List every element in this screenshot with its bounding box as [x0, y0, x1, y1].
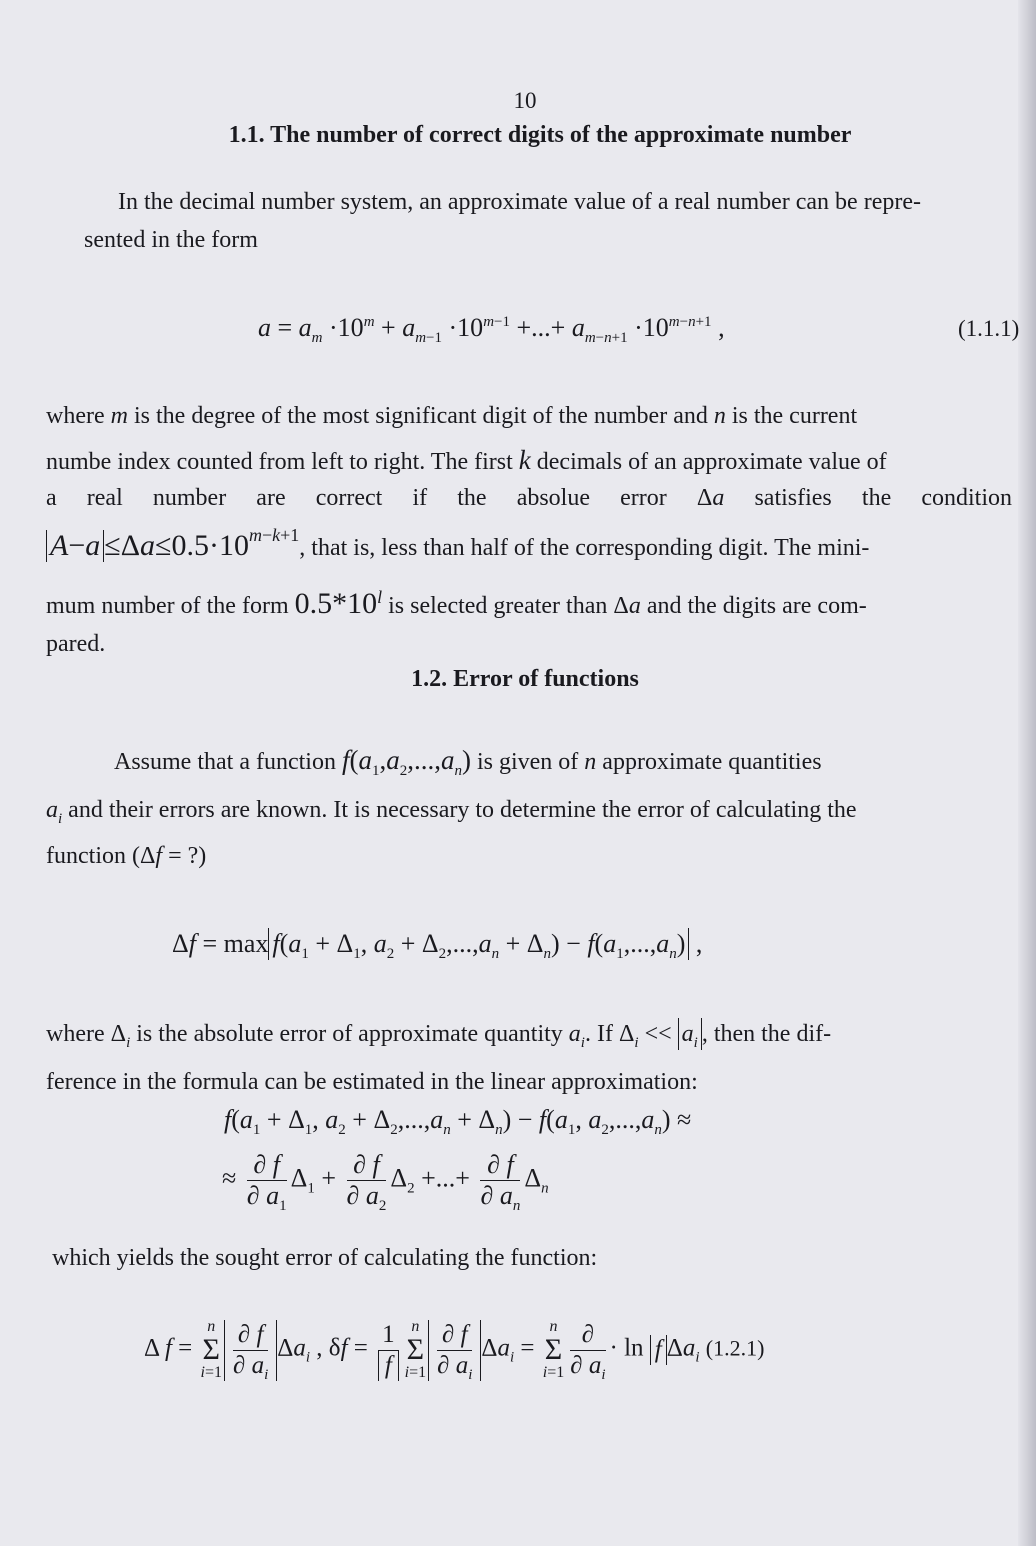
section-title-1-2: 1.2. Error of functions — [411, 666, 639, 692]
equation-label: (1.2.1) — [705, 1335, 765, 1361]
equation-delta-f-max: $\Delta f = \max f(a_1 + \Delta_1$, $a_2 + \Delta_2,...,a_n + \Delta_n) - f(a_1,...,a_n)$ , — [172, 929, 703, 962]
paragraph-line: Assume that a function $f(a_1,a_2,...,a_n)$ is given of n approximate quantities — [114, 745, 822, 779]
paragraph-line: pared. — [46, 631, 106, 657]
equation-linear-approx-2: ≈ $\frac{\partial f}{\partial a_1}$ $\Delta_1$ + $\frac{\partial f}{\partial a_2}$ $\Delta_2$ +...+ $\frac{\partial f}{\partial a_n}$ $\Delta_n$ — [222, 1150, 549, 1214]
paragraph-line: where m is the degree of the most significant digit of the number and n is the current — [46, 403, 858, 429]
paragraph-line: function (Δf = ?) — [46, 843, 207, 869]
paragraph-line: mum number of the form 0.5*10$^l$ is selected greater than Δa and the digits are com- — [46, 587, 867, 620]
page-edge-shadow — [1018, 0, 1036, 1546]
paragraph-line: In the decimal number system, an approximate value of a real number can be repre- — [118, 189, 921, 215]
equation-label: (1.1.1) — [958, 316, 1020, 341]
paragraph-line: $a_i$ and their errors are known. It is necessary to determine the error of calculating the — [46, 797, 857, 827]
paragraph-line: which yields the sought error of calculating the function: — [52, 1245, 598, 1271]
section-title-1-1: 1.1. The number of correct digits of the approximate number — [228, 122, 852, 148]
equation-1-1-1: $a = a_m \cdot 10^m + a_{m-1} \cdot 10^{m-1}$ +...+ $a_{m-n+1} \cdot 10^{m-n+1}$ , — [258, 313, 725, 346]
paragraph-line: $A-a \le\Delta a\le 0.5\cdot 10^{m-k+1}$, that is, less than half of the corresponding digit. The mini- — [46, 530, 869, 564]
paragraph-line: ference in the formula can be estimated in the linear approximation: — [46, 1069, 698, 1095]
page-number: 10 — [513, 88, 537, 113]
paragraph-line: sented in the form — [84, 227, 258, 253]
paragraph-line: numbe index counted from left to right. The first k decimals of an approximate value of — [46, 445, 887, 475]
equation-1-2-1: Δ f = n Σ i=1 $\frac{\partial f}{\partial a_i}$ $\Delta a_i$ , δf = $\frac{1}{f}$ n Σ i=1 $\frac{\partial f}{\partial a_i}$ $\Delta a_i = n$ Σ i=1 $\frac{\partial}{\partial a_i}$ · ln f $\Delta a_i$ (1.2.1) — [144, 1318, 765, 1383]
equation-linear-approx-1: $f(a_1 + \Delta_1$, $a_2 + \Delta_2,...,a_n + \Delta_n) - f(a_1$, $a_2,...,a_n$) ≈ — [224, 1105, 692, 1138]
paragraph-line: where $\Delta_i$ is the absolute error of approximate quantity $a_i$. If $\Delta_i << a_i$ , then the dif- — [46, 1018, 831, 1050]
paragraph-line: a real number are correct if the absolue error Δa satisfies the condition — [46, 485, 1012, 511]
